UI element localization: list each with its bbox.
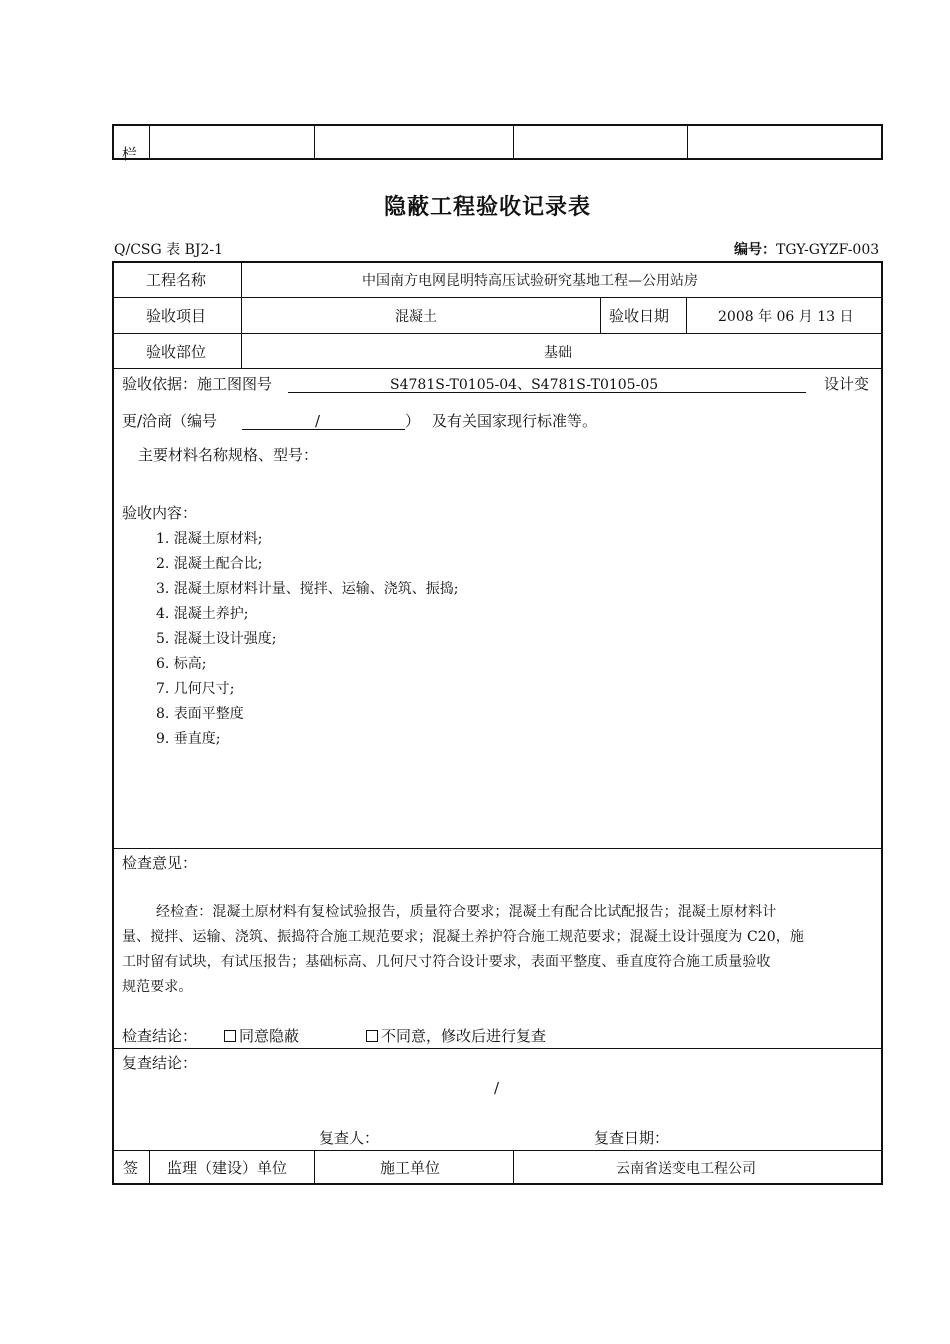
- content-item: 3. 混凝土原材料计量、搅拌、运输、浇筑、振捣;: [156, 581, 459, 597]
- inspection-line: 量、搅拌、运输、浇筑、振捣符合施工规范要求；混凝土养护符合施工规范要求；混凝土设计强度为 C20，施: [122, 929, 804, 945]
- recheck-person-label: 复查人：: [319, 1129, 380, 1147]
- item-label: 验收项目: [146, 307, 207, 325]
- top-table-first-cell: 栏: [122, 145, 138, 163]
- inspection-line: 规范要求。: [122, 979, 193, 995]
- project-name-label: 工程名称: [146, 271, 207, 289]
- content-item: 9. 垂直度;: [156, 731, 221, 747]
- disagree-checkbox[interactable]: [366, 1030, 378, 1042]
- content-item: 1. 混凝土原材料;: [156, 531, 263, 547]
- sign-label: 签: [123, 1159, 139, 1177]
- materials-label: 主要材料名称规格、型号：: [138, 446, 319, 464]
- construction-label: 施工单位: [380, 1159, 441, 1177]
- page-title: 隐蔽工程验收记录表: [384, 195, 592, 220]
- content-item: 4. 混凝土养护;: [156, 606, 249, 622]
- option-disagree[interactable]: [366, 1026, 546, 1046]
- basis-drawings: S4781S-T0105-04、S4781S-T0105-05: [390, 377, 659, 393]
- item-value: 混凝土: [395, 309, 437, 325]
- serial-number: [734, 240, 879, 260]
- date-value: 2008 年 06 月 13 日: [718, 309, 854, 325]
- content-item: 7. 几何尺寸;: [156, 681, 235, 697]
- option-agree[interactable]: [224, 1026, 299, 1046]
- close-paren: ）: [405, 412, 421, 430]
- design-change-no: /: [315, 412, 321, 430]
- agree-checkbox[interactable]: [224, 1030, 236, 1042]
- content-label: 验收内容：: [122, 504, 198, 522]
- part-label: 验收部位: [146, 343, 207, 361]
- supervisor-label: 监理（建设）单位: [167, 1159, 288, 1177]
- design-change-a: 设计变: [824, 375, 870, 393]
- basis-tail: 及有关国家现行标准等。: [432, 412, 598, 430]
- inspection-line: 工时留有试块，有试压报告；基础标高、几何尺寸符合设计要求，表面平整度、垂直度符合施工质量验收: [122, 954, 771, 970]
- content-item: 5. 混凝土设计强度;: [156, 631, 277, 647]
- conclusion-label: 检查结论：: [122, 1027, 198, 1045]
- date-label: 验收日期: [609, 307, 670, 325]
- recheck-value: /: [494, 1079, 500, 1097]
- part-value: 基础: [544, 345, 572, 361]
- basis-label: 验收依据：施工图图号: [122, 375, 273, 393]
- inspection-line: 经检查：混凝土原材料有复检试验报告，质量符合要求；混凝土有配合比试配报告；混凝土原材料计: [156, 904, 777, 920]
- serial-value: TGY-GYZF-003: [776, 242, 880, 258]
- serial-label: 编号：: [734, 242, 776, 258]
- inspection-label: 检查意见：: [122, 854, 198, 872]
- agree-label: 同意隐蔽: [239, 1027, 300, 1045]
- content-item: 8. 表面平整度: [156, 706, 244, 722]
- design-change-b: 更/洽商（编号: [122, 412, 218, 430]
- content-item: 6. 标高;: [156, 656, 207, 672]
- project-name-value: 中国南方电网昆明特高压试验研究基地工程—公用站房: [362, 273, 698, 289]
- content-item: 2. 混凝土配合比;: [156, 556, 263, 572]
- recheck-date-label: 复查日期：: [594, 1129, 670, 1147]
- company-name: 云南省送变电工程公司: [616, 1161, 756, 1177]
- disagree-label: 不同意，修改后进行复查: [381, 1027, 547, 1045]
- recheck-label: 复查结论：: [122, 1054, 198, 1072]
- form-code: Q/CSG 表 BJ2-1: [114, 242, 224, 258]
